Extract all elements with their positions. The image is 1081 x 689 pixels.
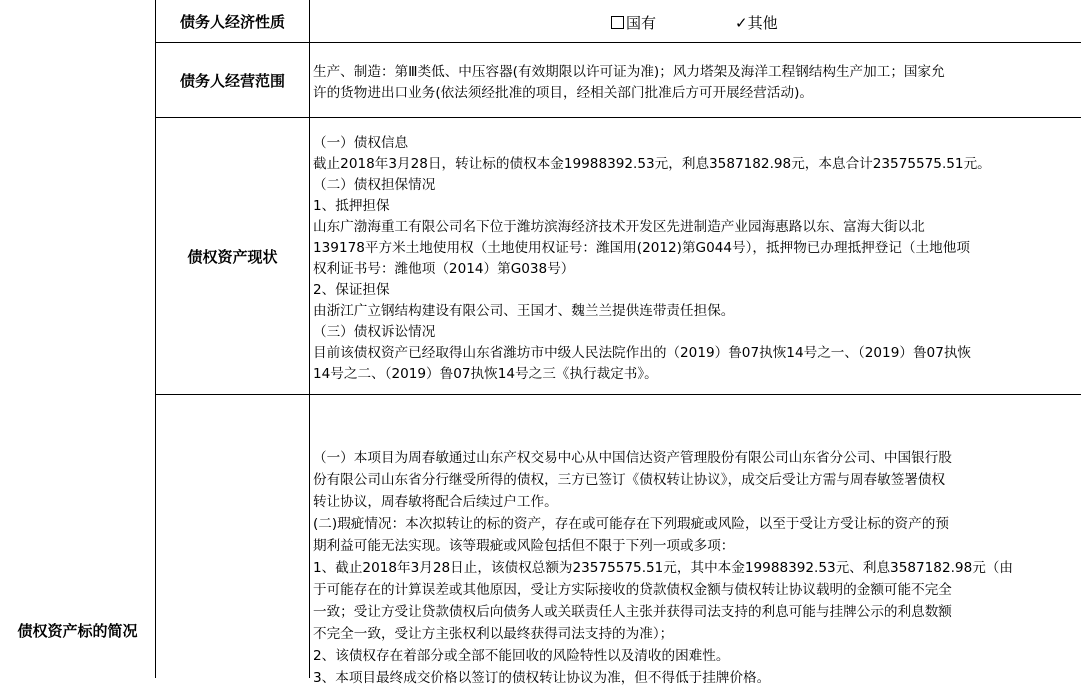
- option-other-label: 其他: [747, 14, 778, 32]
- status-line: 目前该债权资产已经取得山东省潍坊市中级人民法院作出的（2019）鲁07执恢14号之一、（2019）鲁07执恢: [313, 345, 972, 361]
- row-label-status: 债权资产现状: [187, 247, 278, 266]
- status-line: 1、抵押担保: [313, 198, 390, 214]
- desc-line: 一致；受让方受让贷款债权后向债务人或关联责任人主张并获得司法支持的利息可能与挂牌公示的利息数额: [313, 604, 952, 620]
- checkbox-empty-icon: [611, 16, 624, 29]
- checkmark-icon: ✓: [735, 14, 748, 32]
- row-label-scope: 债务人经营范围: [179, 71, 285, 90]
- status-line: 由浙江广立钢结构建设有限公司、王国才、魏兰兰提供连带责任担保。: [313, 303, 735, 319]
- status-line: 山东广渤海重工有限公司名下位于潍坊滨海经济技术开发区先进制造产业园海惠路以东、富海大街以北: [313, 219, 925, 235]
- outer-label: 债权资产标的简况: [17, 621, 138, 640]
- scope-line-2: 许的货物进出口业务(依法须经批准的项目，经相关部门批准后方可开展经营活动)。: [313, 85, 813, 101]
- option-state-owned-label: 国有: [626, 14, 657, 32]
- desc-line: 不完全一致，受让方主张权利以最终获得司法支持的为准）；: [313, 626, 674, 642]
- row-label-description: [156, 395, 309, 678]
- status-line: （三）债权诉讼情况: [313, 324, 436, 340]
- status-line: 14号之二、（2019）鲁07执恢14号之三《执行裁定书》。: [313, 366, 658, 382]
- status-line: 2、保证担保: [313, 282, 390, 298]
- desc-line: 期利益可能无法实现。该等瑕疵或风险包括但不限于下列一项或多项：: [313, 538, 735, 554]
- option-state-owned[interactable]: [611, 12, 656, 33]
- option-other[interactable]: [735, 12, 778, 33]
- desc-line: 于可能存在的计算误差或其他原因，受让方实际接收的贷款债权金额与债权转让协议载明的金额可能不完全: [313, 582, 952, 598]
- status-line: 139178平方米土地使用权（土地使用权证号：潍国用(2012)第G044号），抵押物已办理抵押登记（土地他项: [313, 240, 970, 256]
- status-line: 权利证书号：潍他项（2014）第G038号）: [313, 261, 575, 277]
- desc-line: 1、截止2018年3月28日止，该债权总额为23575575.51元，其中本金19988392.53元、利息3587182.98元（由: [313, 560, 1013, 576]
- desc-line: 份有限公司山东省分行继受所得的债权，三方已签订《债权转让协议》，成交后受让方需与周春敏签署债权: [313, 472, 946, 488]
- desc-line: 转让协议，周春敏将配合后续过户工作。: [313, 494, 558, 510]
- vline-inner: [309, 0, 310, 678]
- scope-line-1: 生产、制造：第Ⅲ类低、中压容器(有效期限以许可证为准)；风力塔架及海洋工程钢结构生产加工；国家允: [313, 64, 945, 80]
- desc-line: 2、该债权存在着部分或全部不能回收的风险特性以及清收的困难性。: [313, 648, 730, 664]
- desc-line: (二)瑕疵情况：本次拟转让的标的资产，存在或可能存在下列瑕疵或风险，以至于受让方受让标的资产的预: [313, 516, 949, 532]
- desc-line: 3、本项目最终成交价格以签订的债权转让协议为准，但不得低于挂牌价格。: [313, 670, 771, 686]
- status-line: （二）债权担保情况: [313, 177, 436, 193]
- status-line: 截止2018年3月28日，转让标的债权本金19988392.53元，利息3587182.98元，本息合计23575575.51元。: [313, 156, 991, 172]
- status-line: （一）债权信息: [313, 135, 409, 151]
- desc-line: （一）本项目为周春敏通过山东产权交易中心从中国信达资产管理股份有限公司山东省分公司、中国银行股: [313, 450, 952, 466]
- row-label-nature: 债务人经济性质: [179, 12, 285, 31]
